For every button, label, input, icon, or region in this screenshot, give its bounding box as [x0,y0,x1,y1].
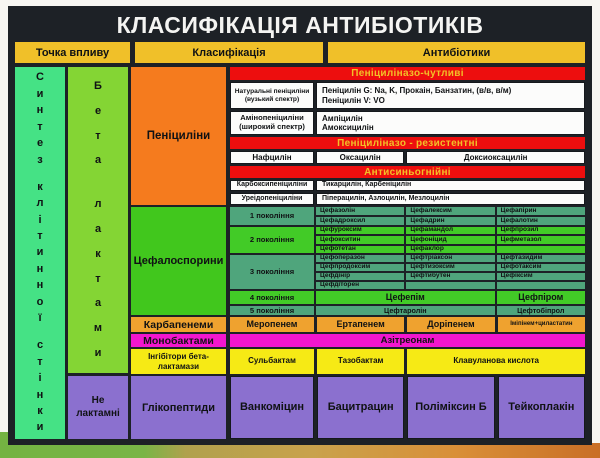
beta-lactams-cell [68,67,128,373]
vertical-letter: н [36,388,44,401]
antibiotic-cell: Клавуланова кислота [407,349,585,374]
antibiotics-classification-poster [8,6,592,445]
header-point-of-influence: Точка впливу [15,42,130,63]
vertical-letter: л [94,198,102,211]
vertical-letter: е [94,104,102,117]
generation-label: 5 покоління [230,306,314,315]
antibiotic-cell: Цефтизоксим [406,264,494,271]
antibiotic-cell: Цефтазидим [497,255,585,262]
vertical-letter: с [36,339,44,352]
vertical-letter: з [37,153,43,166]
header-antibiotics: Антибіотики [328,42,585,63]
class-carbapenems: Карбапенеми [131,317,226,332]
vertical-letter: т [37,229,43,242]
vertical-letter: і [38,213,42,226]
header-row [15,42,585,63]
monobactams-content [230,334,585,347]
pen-row-label: Карбоксипеніциліни [230,180,314,191]
cephalosporins-band [131,207,585,315]
antibiotic-cell: Цефаклор [406,246,494,253]
resistant-row [230,151,585,164]
class-inhibitors: Інгібітори бета-лактамази [131,349,226,374]
pen-row-label: Натуральні пеніциліни (вузький спектр) [230,82,314,109]
antibiotic-cell: Оксацилін [316,151,404,164]
antibiotic-cell: Іміпінем+циластатин [498,317,585,332]
header-classification: Класифікація [135,42,323,63]
antibiotic-cell: Цефотетан [316,246,404,253]
generation-label: 4 покоління [230,291,314,304]
antibiotic-cell [497,246,585,253]
antibiotic-cell: Цефдіторен [316,282,404,289]
class-penicillins: Пеніциліни [131,67,226,205]
vertical-letter: к [95,247,101,260]
generation-block [230,291,585,304]
generation-block [230,255,585,289]
generation-block [230,227,585,253]
antibiotic-cell: Цефпродоксим [316,264,404,271]
antibiotic-cell: Цефадроксил [316,217,404,225]
vertical-letter: т [37,355,43,368]
vertical-letter: і [38,372,42,385]
antibiotic-cell: Цефметазол [497,236,585,243]
vertical-letter: м [93,322,103,335]
antibiotic-cell: Цефамандол [406,227,494,234]
antibiotic-cell: Цефтаролін [316,306,495,315]
antibiotic-cell: Цефепім [316,291,495,304]
vertical-letter: ї [38,312,42,325]
glycopeptides-content [230,376,585,439]
vertical-letter: т [37,120,43,133]
vertical-letter: о [36,295,44,308]
antibiotic-cell: Цефтобіпрол [497,306,585,315]
generation-label: 3 покоління [230,255,314,289]
non-lactams-cell: Не лактамні [68,376,128,439]
class-monobactams: Монобактами [131,334,226,347]
point-of-influence-cell [15,67,65,439]
photo-background-strip [0,443,600,458]
antibiotic-cell: Меропенем [230,317,314,332]
table-body [15,67,585,439]
antibiotic-cell: Цефуроксим [316,227,404,234]
vertical-letter: т [95,272,101,285]
antibiotic-cell: Бацитрацин [317,376,404,439]
antibiotic-cell: Тейкоплакін [498,376,585,439]
antibiotic-cell: Доріпенем [407,317,494,332]
antibiotic-cell: Сульбактам [230,349,314,374]
antibiotic-cell: Цефпіром [497,291,585,304]
antibiotic-cell: Цефтибутен [406,273,494,280]
vertical-letter: н [36,262,44,275]
antibiotic-cell [406,282,494,289]
cephalosporins-content [230,207,585,315]
antibiotic-cell: Ванкоміцин [230,376,314,439]
penicillins-band [131,67,585,205]
antibiotic-cell: Азітреонам [230,334,585,347]
monobactams-band [131,334,585,347]
vertical-letter: е [36,137,44,150]
vertical-letter: и [36,421,44,434]
vertical-letter: л [36,197,44,210]
class-cephalosporins: Цефалоспорини [131,207,226,315]
pen-content-line: Пеніцилін V: VO [322,95,385,105]
vertical-letter: к [37,404,43,417]
pen-row-label: Уреідопеніциліни [230,193,314,205]
banner-penicillinase-resistant: Пеніциліназо - резистентні [230,137,585,149]
vertical-letter: а [94,222,102,235]
antibiotic-cell: Нафцилін [230,151,314,164]
antibiotic-cell: Цефазолін [316,207,404,215]
inhibitors-band [131,349,585,374]
antibiotic-cell: Цефапірин [497,207,585,215]
antibiotic-cell: Цефадрин [406,217,494,225]
carboxypenicillins-row [230,180,585,191]
class-glycopeptides: Глікопептиди [131,376,226,439]
antibiotic-cell: Цефалотин [497,217,585,225]
vertical-letter: и [36,246,44,259]
antibiotic-cell: Цефіксим [497,273,585,280]
generation-block [230,306,585,315]
antibiotic-cell: Цефдінір [316,273,404,280]
generation-label: 2 покоління [230,227,314,253]
pen-content-line: Ампіцилін [322,113,363,123]
pen-row-content [316,82,585,109]
vertical-letter: к [37,180,43,193]
vertical-letter: и [94,347,102,360]
antibiotic-cell [497,282,585,289]
antibiotic-cell: Цефтріаксон [406,255,494,262]
pen-row-content [316,111,585,135]
pen-content-line: Амоксицилін [322,123,374,132]
pen-row-content: Піперацилін, Азлоцилін, Мезлоцилін [316,193,585,205]
antibiotic-cell: Поліміксин Б [407,376,494,439]
antibiotic-cell: Цефалексим [406,207,494,215]
inhibitors-row [230,349,585,374]
carbapenems-row [230,317,585,332]
antibiotic-cell: Ертапенем [317,317,404,332]
carbapenems-content [230,317,585,332]
vertical-letter: н [36,279,44,292]
antibiotic-cell: Цефоперазон [316,255,404,262]
group-column [68,67,128,439]
antibiotic-cell: Цефпрозил [497,227,585,234]
amino-penicillins-row [230,111,585,135]
glycopeptides-band [131,376,585,439]
banner-antipseudomonal: Антисиньогнійні [230,166,585,178]
antibiotic-cell: Цефокситин [316,236,404,243]
generation-label: 1 покоління [230,207,314,225]
vertical-letter: и [36,87,44,100]
generation-stack [230,207,585,315]
classification-and-antibiotics [131,67,585,439]
vertical-letter: а [94,154,102,167]
vertical-letter: т [95,129,101,142]
vertical-letter: С [36,71,44,84]
inhibitors-content [230,349,585,374]
vertical-letter: н [36,104,44,117]
page-title: КЛАСИФІКАЦІЯ АНТИБІОТИКІВ [116,12,484,38]
banner-penicillinase-sensitive: Пеніциліназо-чутливі [230,67,585,80]
glycopeptides-row [230,376,585,439]
antibiotic-cell: Цефоніцид [406,236,494,243]
antibiotic-cell: Цефотаксим [497,264,585,271]
vertical-letter: Б [94,79,102,92]
carbapenems-band [131,317,585,332]
generation-block [230,207,585,225]
antibiotic-cell: Доксиоксацилін [406,151,585,164]
ureidopenicillins-row [230,193,585,205]
vertical-letter: а [94,297,102,310]
pen-content-line: Пеніцилін G: Na, K, Прокаін, Банзатин, (в/в, в/м) [322,86,512,96]
natural-penicillins-row [230,82,585,109]
pen-row-label: Амінопеніциліни (широкий спектр) [230,111,314,135]
antibiotic-cell: Тазобактам [317,349,404,374]
penicillins-content [230,67,585,205]
pen-row-content: Тикарцилін, Карбеніцилін [316,180,585,191]
